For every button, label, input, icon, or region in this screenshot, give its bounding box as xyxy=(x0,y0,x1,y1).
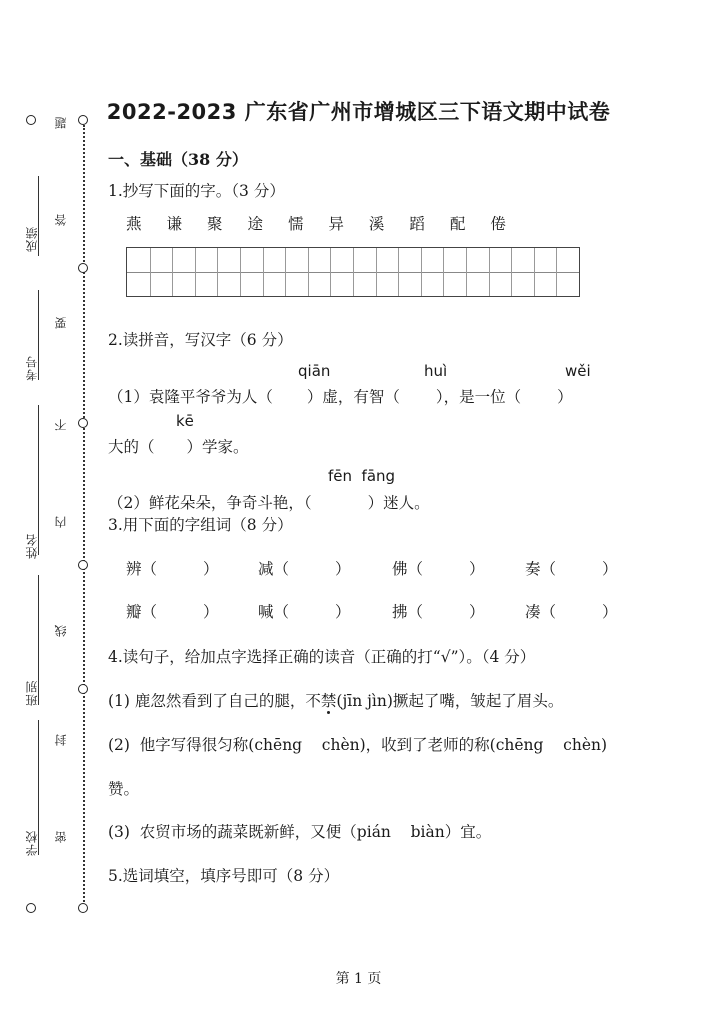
copy-char: 溪 xyxy=(368,215,385,233)
question-4-prompt: 4.读句子，给加点字选择正确的读音（正确的打“√”）。（4 分） xyxy=(108,648,536,666)
binding-hole xyxy=(78,684,88,694)
copy-char: 谦 xyxy=(166,215,182,233)
word-item[interactable]: 瓣（ ） xyxy=(126,603,219,621)
copy-char: 配 xyxy=(449,215,466,233)
question-2-prompt: 2.读拼音，写汉字（6 分） xyxy=(108,331,293,349)
field-school-label: 学校 xyxy=(25,830,39,856)
seal-word: 不 xyxy=(54,418,68,431)
word-item[interactable]: 喊（ ） xyxy=(258,603,351,621)
copy-characters-row xyxy=(126,212,506,234)
field-score-line[interactable] xyxy=(38,176,39,256)
question-3-prompt: 3.用下面的字组词（8 分） xyxy=(108,516,293,534)
seal-word: 密 xyxy=(54,830,68,843)
dotted-character: 禁 xyxy=(320,692,337,710)
field-school-line[interactable] xyxy=(38,720,39,855)
field-exam-number-line[interactable] xyxy=(38,290,39,380)
seal-word: 要 xyxy=(54,316,68,329)
writing-grid[interactable] xyxy=(126,247,580,297)
seal-word: 答 xyxy=(54,213,68,226)
word-item[interactable]: 佛（ ） xyxy=(392,560,485,578)
seal-word: 线 xyxy=(54,624,68,637)
pinyin: wěi xyxy=(565,362,591,380)
pinyin: fēn fāng xyxy=(328,467,396,485)
word-item[interactable]: 减（ ） xyxy=(258,560,351,578)
binding-hole xyxy=(78,418,88,428)
word-item[interactable]: 奏（ ） xyxy=(525,560,618,578)
seal-word: 题 xyxy=(54,116,68,129)
seal-word: 内 xyxy=(54,515,68,528)
question-2-line-2: 大的（ ）学家。 xyxy=(108,438,249,456)
field-name-label: 姓名 xyxy=(25,533,39,559)
field-name-line[interactable] xyxy=(38,405,39,555)
page-number: 第 1 页 xyxy=(335,971,382,987)
question-4-sentence-1: (1) 鹿忽然看到了自己的腿，不禁(jīn jìn)撅起了嘴，皱起了眉头。 xyxy=(108,692,564,710)
field-class-label: 班别 xyxy=(25,680,39,706)
question-2-line-3: （2）鲜花朵朵，争奇斗艳，（ ）迷人。 xyxy=(108,494,430,512)
binding-hole xyxy=(78,263,88,273)
pinyin: kē xyxy=(176,412,194,430)
field-class-line[interactable] xyxy=(38,575,39,705)
pinyin: qiān xyxy=(298,362,331,380)
word-item[interactable]: 凑（ ） xyxy=(525,603,618,621)
word-item[interactable]: 拂（ ） xyxy=(392,603,485,621)
field-exam-number-label: 考号 xyxy=(25,355,39,381)
question-2-line-1: （1）袁隆平爷爷为人（ ）虚，有智（ ），是一位（ ） xyxy=(108,388,573,406)
copy-char: 蹈 xyxy=(409,215,425,233)
seal-word: 封 xyxy=(54,733,68,746)
pinyin: huì xyxy=(424,362,448,380)
copy-char: 懦 xyxy=(287,215,304,233)
question-4-sentence-2-cont: 赞。 xyxy=(108,780,140,798)
copy-char: 异 xyxy=(328,215,344,233)
field-score-label: 成绩 xyxy=(25,226,39,252)
copy-char: 倦 xyxy=(490,215,506,233)
word-item[interactable]: 辨（ ） xyxy=(126,560,219,578)
copy-char: 途 xyxy=(247,215,263,233)
binding-hole xyxy=(78,560,88,570)
copy-char: 燕 xyxy=(126,215,142,233)
copy-char: 聚 xyxy=(206,215,223,233)
page-title: 2022-2023 广东省广州市增城区三下语文期中试卷 xyxy=(106,100,611,124)
binding-hole xyxy=(26,903,36,913)
question-5-prompt: 5.选词填空，填序号即可（8 分） xyxy=(108,867,340,885)
question-4-sentence-2: (2) 他字写得很匀称(chēng chèn)，收到了老师的称(chēng chèn) xyxy=(108,736,608,754)
question-1-prompt: 1.抄写下面的字。（3 分） xyxy=(108,182,285,200)
question-4-sentence-3: (3) 农贸市场的蔬菜既新鲜，又便（pián biàn）宜。 xyxy=(108,823,492,841)
binding-hole xyxy=(78,903,88,913)
section-heading: 一、基础（38 分） xyxy=(108,150,248,169)
binding-dotted-line xyxy=(83,125,85,910)
